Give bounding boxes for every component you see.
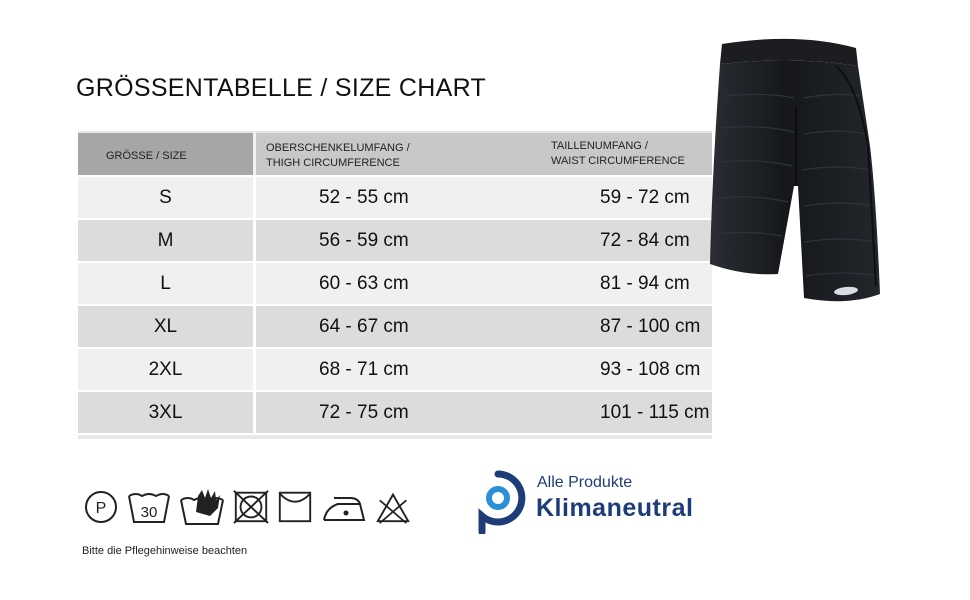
wash-30-icon xyxy=(126,486,172,526)
waist-cell: 81 - 94 cm xyxy=(600,272,690,294)
care-note: Bitte die Pflegehinweise beachten xyxy=(82,545,248,557)
hand-wash-icon xyxy=(178,486,226,526)
product-shorts-image xyxy=(708,36,884,336)
no-bleach-icon xyxy=(374,486,412,526)
header-thigh-de: OBERSCHENKELUMFANG / xyxy=(266,142,410,154)
header-waist-de: TAILLENUMFANG / xyxy=(551,140,648,152)
size-cell: L xyxy=(160,272,171,294)
care-icons xyxy=(82,486,412,526)
professional-cleaning-p-icon xyxy=(82,486,120,526)
table-row xyxy=(78,218,712,261)
thigh-cell: 60 - 63 cm xyxy=(253,263,540,304)
line-dry-icon xyxy=(276,486,314,526)
waist-cell: 93 - 108 cm xyxy=(600,358,701,380)
header-waist-en: WAIST CIRCUMFERENCE xyxy=(551,155,685,167)
no-tumble-dry-icon xyxy=(232,486,270,526)
header-thigh-en: THIGH CIRCUMFERENCE xyxy=(266,157,400,169)
table-row xyxy=(78,304,712,347)
table-row xyxy=(78,347,712,390)
page-title: GRÖSSENTABELLE / SIZE CHART xyxy=(76,74,487,102)
iron-low-icon xyxy=(320,486,368,526)
table-body xyxy=(78,175,712,433)
waist-cell: 72 - 84 cm xyxy=(600,229,690,251)
waist-cell: 59 - 72 cm xyxy=(600,186,690,208)
table-row xyxy=(78,175,712,218)
table-row xyxy=(78,390,712,433)
thigh-cell: 52 - 55 cm xyxy=(253,177,540,218)
wash-temp: 30 xyxy=(140,504,158,521)
thigh-cell: 64 - 67 cm xyxy=(253,306,540,347)
size-cell: 3XL xyxy=(148,401,183,423)
size-cell: M xyxy=(157,229,174,251)
header-thigh xyxy=(253,133,540,175)
size-cell: XL xyxy=(153,315,178,337)
dry-clean-letter: P xyxy=(95,500,107,517)
waist-cell: 101 - 115 cm xyxy=(600,401,710,423)
header-size: GRÖSSE / SIZE xyxy=(78,133,253,175)
size-cell: S xyxy=(159,186,172,208)
header-waist xyxy=(540,133,712,175)
thigh-cell: 56 - 59 cm xyxy=(253,220,540,261)
thigh-cell: 68 - 71 cm xyxy=(253,349,540,390)
klimaneutral-badge xyxy=(470,470,730,534)
waist-cell: 87 - 100 cm xyxy=(600,315,701,337)
table-footer xyxy=(78,433,712,439)
klimaneutral-logo-icon xyxy=(470,470,526,534)
table-header xyxy=(78,131,712,175)
thigh-cell: 72 - 75 cm xyxy=(253,392,540,433)
size-table xyxy=(78,131,712,439)
table-row xyxy=(78,261,712,304)
badge-line1: Alle Produkte xyxy=(537,474,633,491)
badge-line2: Klimaneutral xyxy=(536,494,694,522)
size-cell: 2XL xyxy=(148,358,183,380)
